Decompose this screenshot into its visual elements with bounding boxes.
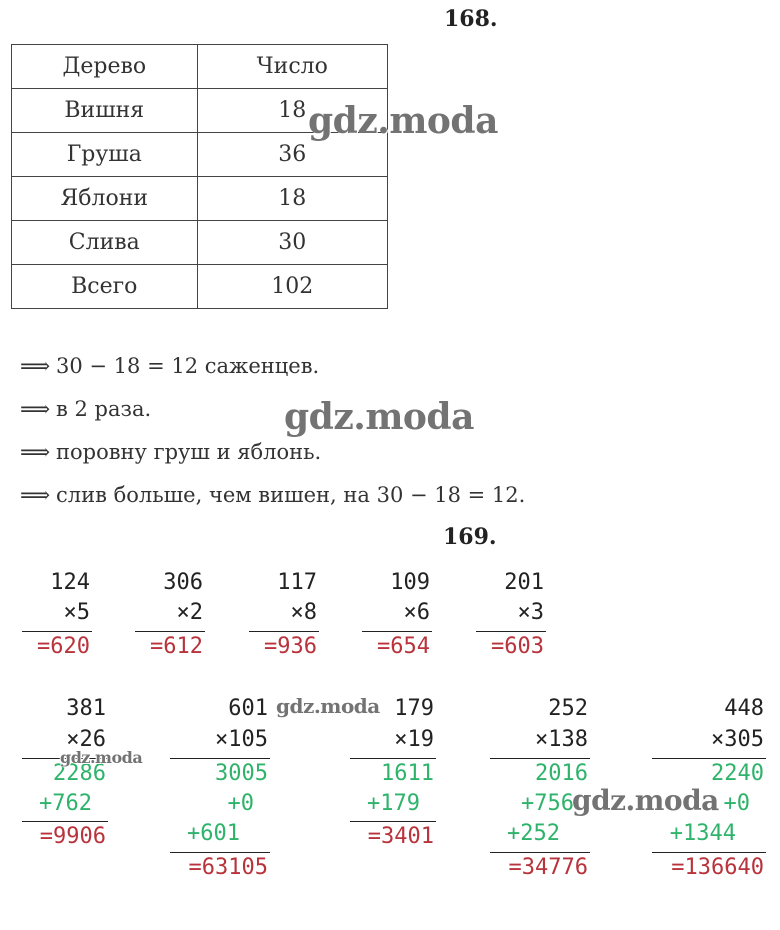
partial-product: +762 [39, 791, 92, 816]
multiplicand: 601 [228, 696, 268, 721]
watermark: gdz.moda [284, 396, 474, 438]
cell-tree: Всего [12, 265, 198, 309]
partial-product: +179 [367, 791, 420, 816]
task-168-title: 168. [444, 6, 498, 32]
answer-line [20, 397, 151, 421]
product: =9906 [39, 824, 106, 849]
partial-product: 2016 [535, 761, 588, 786]
underline [362, 631, 432, 632]
partial-product: +252 [507, 821, 560, 846]
partial-product: 2240 [711, 761, 764, 786]
underline [490, 852, 590, 853]
partial-product: +1344 [669, 821, 736, 846]
multiplier: ×3 [517, 600, 544, 625]
cell-count: 36 [197, 133, 387, 177]
trees-table [11, 44, 388, 309]
answer-text: 30 − 18 = 12 саженцев. [56, 354, 320, 378]
product: =620 [37, 634, 90, 659]
watermark: gdz.moda [308, 100, 498, 142]
cell-count: 18 [197, 89, 387, 133]
multiplier: ×305 [711, 727, 764, 752]
answer-line [20, 440, 321, 464]
underline [350, 758, 436, 759]
multiplier: ×8 [290, 600, 317, 625]
multiplicand: 201 [504, 570, 544, 595]
partial-product: 1611 [381, 761, 434, 786]
cell-tree: Груша [12, 133, 198, 177]
implies-arrow: ⟹ [20, 397, 51, 421]
underline [170, 852, 270, 853]
partial-product: +0 [227, 791, 254, 816]
multiplicand: 179 [394, 696, 434, 721]
answer-text: поровну груш и яблонь. [56, 440, 322, 464]
product: =936 [264, 634, 317, 659]
product: =603 [491, 634, 544, 659]
multiplier: ×105 [215, 727, 268, 752]
multiplicand: 124 [50, 570, 90, 595]
product: =136640 [671, 855, 764, 880]
product: =654 [377, 634, 430, 659]
task-169-title: 169. [443, 524, 497, 550]
watermark: gdz.moda [276, 694, 380, 718]
partial-product: 2286 [53, 761, 106, 786]
multiplier: ×19 [394, 727, 434, 752]
partial-product: +601 [187, 821, 240, 846]
product: =34776 [508, 855, 588, 880]
partial-product: 3005 [215, 761, 268, 786]
underline [249, 631, 319, 632]
product: =612 [150, 634, 203, 659]
answer-line [20, 354, 319, 378]
multiplicand: 252 [548, 696, 588, 721]
watermark: gdz.moda [572, 784, 719, 817]
table-row [12, 221, 388, 265]
multiplier: ×26 [66, 727, 106, 752]
cell-count: 18 [197, 177, 387, 221]
header-count: Число [197, 45, 387, 89]
underline [490, 758, 590, 759]
answer-text: в 2 раза. [56, 397, 152, 421]
underline [476, 631, 546, 632]
underline [652, 852, 766, 853]
multiplicand: 306 [163, 570, 203, 595]
multiplier: ×5 [63, 600, 90, 625]
multiplier: ×6 [403, 600, 430, 625]
cell-tree: Слива [12, 221, 198, 265]
cell-count: 102 [197, 265, 387, 309]
underline [652, 758, 766, 759]
product: =3401 [367, 824, 434, 849]
implies-arrow: ⟹ [20, 483, 51, 507]
multiplicand: 448 [724, 696, 764, 721]
table-header-row [12, 45, 388, 89]
table-row [12, 265, 388, 309]
underline [170, 758, 270, 759]
answer-line [20, 483, 525, 507]
cell-tree: Вишня [12, 89, 198, 133]
partial-product: +0 [723, 791, 750, 816]
partial-product: +756 [521, 791, 574, 816]
multiplier: ×138 [535, 727, 588, 752]
underline [22, 631, 92, 632]
underline [350, 821, 436, 822]
implies-arrow: ⟹ [20, 354, 51, 378]
product: =63105 [188, 855, 268, 880]
underline [22, 821, 108, 822]
underline [135, 631, 205, 632]
cell-count: 30 [197, 221, 387, 265]
multiplicand: 381 [66, 696, 106, 721]
table-row [12, 177, 388, 221]
watermark: gdz.moda [60, 748, 143, 767]
multiplicand: 109 [390, 570, 430, 595]
multiplier: ×2 [176, 600, 203, 625]
cell-tree: Яблони [12, 177, 198, 221]
answer-text: слив больше, чем вишен, на 30 − 18 = 12. [56, 483, 526, 507]
implies-arrow: ⟹ [20, 440, 51, 464]
header-tree: Дерево [12, 45, 198, 89]
multiplicand: 117 [277, 570, 317, 595]
